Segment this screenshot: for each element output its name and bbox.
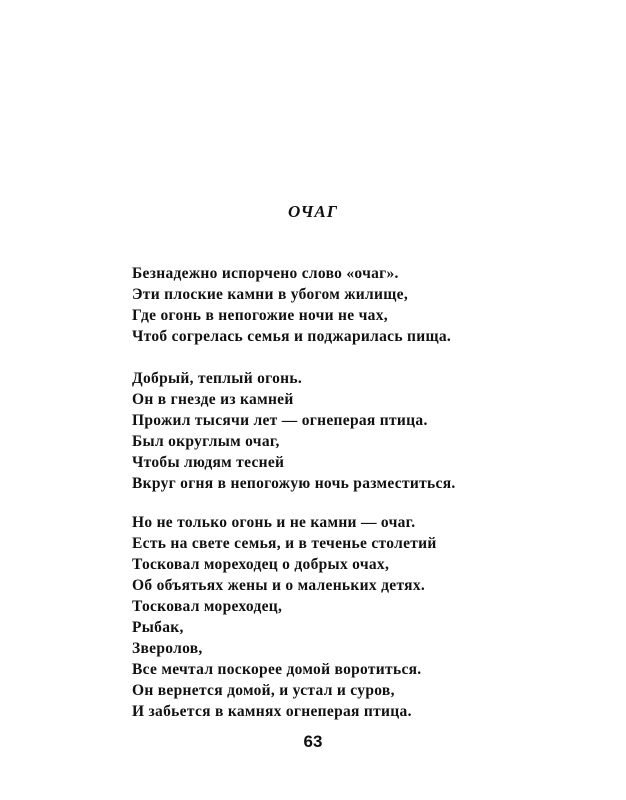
poem-line: Он вернется домой, и устал и суров, [132, 682, 395, 699]
poem-line: Добрый, теплый огонь. [132, 370, 303, 387]
poem-line: Безнадежно испорчено слово «очаг». [132, 265, 399, 282]
poem-line: Тосковал мореходец о добрых очах, [132, 556, 390, 573]
poem-line: Зверолов, [132, 640, 203, 657]
poem-line: Вкруг огня в непогожую ночь разместиться. [132, 475, 456, 492]
poem-line: Но не только огонь и не камни — очаг. [132, 514, 416, 531]
poem-line: Чтобы людям тесней [132, 454, 285, 471]
poem-line: Все мечтал поскорее домой воротиться. [132, 661, 422, 678]
page-number: 63 [303, 732, 323, 751]
poem-line: Эти плоские камни в убогом жилище, [132, 286, 409, 303]
stanza-1 [132, 263, 572, 347]
poem-line: Рыбак, [132, 619, 184, 636]
stanza-2 [132, 368, 572, 494]
poem-line: Где огонь в непогожие ночи не чах, [132, 307, 388, 324]
poem-line: Он в гнезде из камней [132, 391, 294, 408]
poem-line: Чтоб согрелась семья и поджарилась пища. [132, 328, 452, 345]
poem-line: Тосковал мореходец, [132, 598, 283, 615]
stanza-3 [132, 512, 572, 722]
poem-line: Есть на свете семья, и в теченье столетий [132, 535, 437, 552]
poem-title: ОЧАГ [288, 202, 338, 221]
poem-line: Об объятьях жены и о маленьких детях. [132, 577, 426, 594]
poem-line: И забьется в камнях огнеперая птица. [132, 703, 412, 720]
poem-line: Был округлым очаг, [132, 433, 280, 450]
poem-line: Прожил тысячи лет — огнеперая птица. [132, 412, 428, 429]
